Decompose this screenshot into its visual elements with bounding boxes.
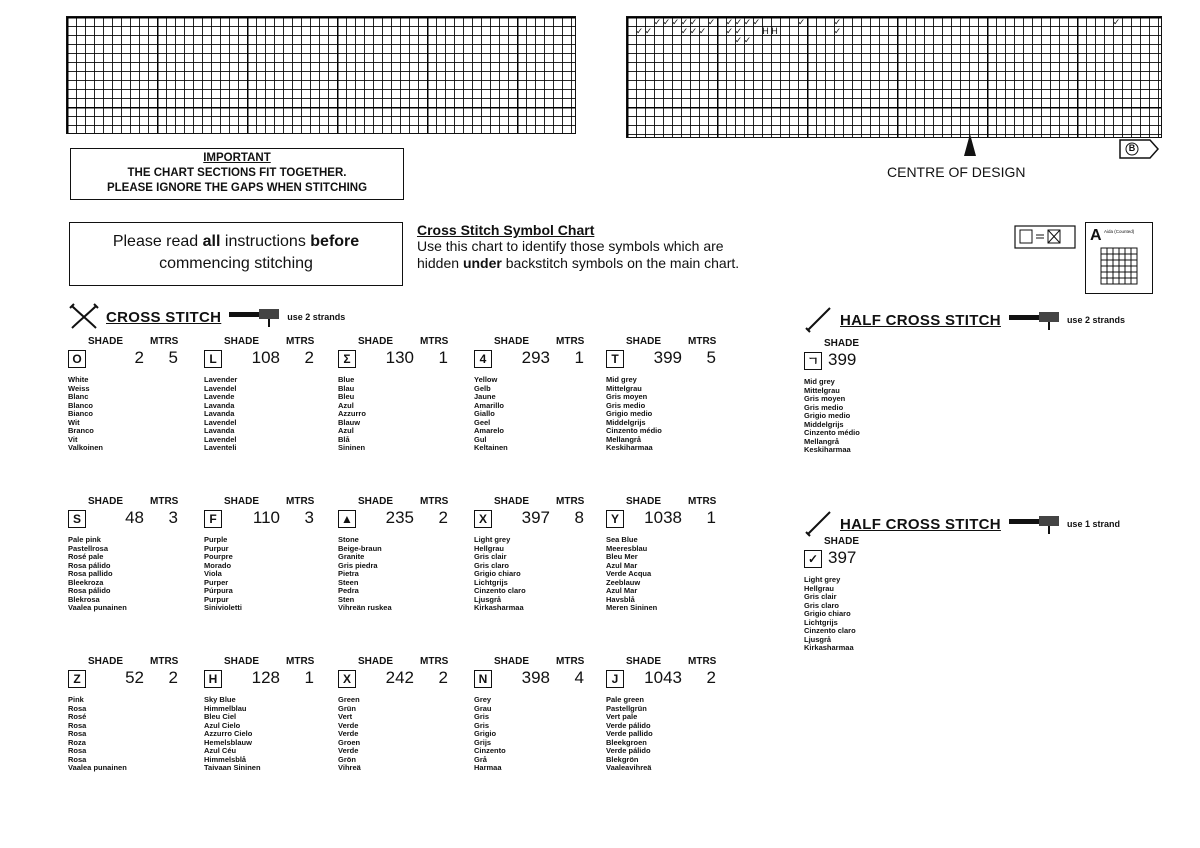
symbol-chart-line-2-pre: hidden bbox=[417, 255, 463, 271]
colour-name: Azul Cielo bbox=[204, 720, 241, 730]
colour-name: Verde bbox=[338, 729, 359, 738]
metres-value: 2 bbox=[168, 668, 178, 687]
shade-number: 128 bbox=[251, 668, 280, 687]
colour-name: Gris medio bbox=[804, 402, 844, 412]
colour-name: Mellangrå bbox=[606, 434, 642, 444]
colour-name: Gris piedra bbox=[338, 560, 378, 570]
colour-name: Grigio medio bbox=[606, 409, 653, 418]
symbol-chart-line-1: Use this chart to identify those symbols which are bbox=[417, 238, 724, 254]
colour-name: Viola bbox=[204, 569, 222, 578]
colour-name: Lavendel bbox=[204, 417, 237, 427]
colour-name: Purpur bbox=[204, 543, 229, 553]
colour-name: Gris bbox=[474, 720, 490, 730]
colour-name: Sky Blue bbox=[204, 695, 236, 704]
needle-thread-icon bbox=[227, 306, 281, 328]
metres-value: 3 bbox=[168, 508, 178, 527]
colour-name: Vert bbox=[338, 712, 353, 721]
symbol-chart-line-2-under: under bbox=[462, 255, 502, 271]
colour-name: Gris bbox=[474, 712, 490, 721]
colour-names bbox=[804, 378, 860, 455]
colour-names bbox=[204, 696, 261, 773]
colour-name: Grigio chiaro bbox=[804, 609, 851, 618]
colour-name: White bbox=[68, 375, 89, 384]
colour-name: Verde bbox=[338, 746, 359, 755]
mtrs-label: MTRS bbox=[556, 656, 585, 667]
colour-name: Vihreä bbox=[338, 763, 361, 772]
colour-name: Harmaa bbox=[474, 763, 502, 772]
colour-name: Vaalea punainen bbox=[68, 763, 127, 772]
colour-name: Mid grey bbox=[606, 375, 637, 384]
colour-name: Sininen bbox=[338, 443, 366, 452]
colour-name: Groen bbox=[338, 737, 361, 747]
metres-value: 1 bbox=[706, 508, 716, 527]
half-cross-2-strands: use 2 strands bbox=[1066, 315, 1125, 325]
chart-grid-left bbox=[66, 16, 576, 134]
stitch-symbol: L bbox=[204, 350, 222, 368]
mtrs-label: MTRS bbox=[556, 336, 585, 347]
colour-name: Vit bbox=[68, 434, 78, 444]
colour-name: Wit bbox=[68, 417, 80, 427]
shade-label: SHADE bbox=[824, 536, 860, 547]
shade-label: SHADE bbox=[88, 336, 124, 347]
shade-number: 235 bbox=[385, 508, 414, 527]
colour-name: Rosa pálido bbox=[68, 586, 111, 595]
needle-thread-icon bbox=[1007, 513, 1061, 535]
colour-name: Keskiharmaa bbox=[804, 445, 851, 454]
colour-name: Mittelgrau bbox=[804, 385, 840, 395]
colour-name: Meeresblau bbox=[606, 543, 648, 553]
colour-name: Blekgrön bbox=[606, 754, 639, 764]
shade-label: SHADE bbox=[358, 656, 394, 667]
shade-number: 108 bbox=[251, 348, 280, 367]
colour-name: Rosa bbox=[68, 746, 87, 755]
symbol-chart-title: Cross Stitch Symbol Chart bbox=[417, 222, 595, 238]
metres-value: 4 bbox=[574, 668, 584, 687]
colour-name: Gris moyen bbox=[804, 394, 846, 403]
shade-number: 130 bbox=[385, 348, 414, 367]
colour-name: Havsblå bbox=[606, 594, 635, 604]
colour-name: Sea Blue bbox=[606, 535, 638, 544]
colour-name: Rosé pale bbox=[68, 552, 104, 561]
colour-name: Giallo bbox=[474, 409, 495, 418]
colour-name: Rosa bbox=[68, 754, 87, 764]
colour-name: Gul bbox=[474, 434, 487, 444]
shade-label: SHADE bbox=[494, 336, 530, 347]
colour-name: Blekrosa bbox=[68, 594, 100, 604]
colour-name: Pourpre bbox=[204, 552, 233, 561]
shade-label: SHADE bbox=[824, 338, 860, 349]
stitch-symbol: 4 bbox=[474, 350, 492, 368]
colour-name: Weiss bbox=[68, 383, 90, 393]
colour-name: Azul Mar bbox=[606, 560, 638, 570]
colour-name: Kirkasharmaa bbox=[474, 603, 524, 612]
colour-name: Amarillo bbox=[474, 400, 505, 410]
colour-names bbox=[338, 376, 366, 453]
read-before: before bbox=[310, 233, 360, 250]
colour-name: Pietra bbox=[338, 569, 359, 578]
colour-name: Keskiharmaa bbox=[606, 443, 653, 452]
colour-names bbox=[606, 696, 653, 773]
mtrs-label: MTRS bbox=[688, 336, 717, 347]
mtrs-label: MTRS bbox=[420, 336, 449, 347]
shade-number: 399 bbox=[828, 350, 857, 369]
colour-name: Lavende bbox=[204, 392, 235, 401]
shade-number: 398 bbox=[521, 668, 550, 687]
colour-name: Gris medio bbox=[606, 400, 646, 410]
shade-number: 397 bbox=[828, 548, 857, 567]
colour-name: Verde pálido bbox=[606, 720, 651, 730]
metres-value: 2 bbox=[706, 668, 716, 687]
colour-name: Amarelo bbox=[474, 426, 505, 435]
read-post: commencing stitching bbox=[159, 255, 313, 272]
colour-name: Himmelblau bbox=[204, 703, 247, 713]
shade-label: SHADE bbox=[626, 496, 662, 507]
colour-name: Cinzento claro bbox=[474, 586, 526, 595]
metres-value: 2 bbox=[438, 668, 448, 687]
colour-name: Geel bbox=[474, 417, 491, 427]
colour-name: Mellangrå bbox=[804, 436, 840, 446]
shade-number: 48 bbox=[125, 508, 144, 527]
shade-number: 399 bbox=[653, 348, 682, 367]
colour-name: Rosa bbox=[68, 703, 87, 713]
colour-name: Bleu Ciel bbox=[204, 712, 237, 721]
stitch-symbol: ✓ bbox=[804, 550, 822, 568]
colour-name: Taivaan Sininen bbox=[204, 763, 261, 772]
colour-name: Valkoinen bbox=[68, 443, 104, 452]
shade-label: SHADE bbox=[494, 496, 530, 507]
colour-name: Gris moyen bbox=[606, 392, 648, 401]
cross-stitch-strands: use 2 strands bbox=[287, 312, 346, 322]
colour-name: Rosa pallido bbox=[68, 569, 113, 578]
half-cross-1-strands: use 1 strand bbox=[1066, 519, 1120, 529]
colour-name: Sinivioletti bbox=[204, 603, 242, 612]
colour-name: Hellgrau bbox=[474, 543, 505, 553]
colour-name: Vert pale bbox=[606, 712, 638, 721]
colour-name: Verde pálido bbox=[606, 746, 651, 755]
colour-names bbox=[68, 376, 103, 453]
mtrs-label: MTRS bbox=[286, 656, 315, 667]
metres-value: 1 bbox=[438, 348, 448, 367]
colour-name: Pedra bbox=[338, 586, 359, 595]
colour-name: Middelgrijs bbox=[804, 419, 844, 429]
colour-name: Ljusgrå bbox=[804, 634, 832, 644]
colour-name: Vaaleavihreä bbox=[606, 763, 652, 772]
shade-label: SHADE bbox=[88, 496, 124, 507]
colour-name: Cinzento claro bbox=[804, 626, 856, 635]
colour-name: Lichtgrijs bbox=[474, 577, 508, 587]
shade-number: 2 bbox=[134, 348, 144, 367]
colour-name: Purper bbox=[204, 577, 229, 587]
colour-name: Cinzento médio bbox=[606, 426, 662, 435]
shade-number: 1043 bbox=[644, 668, 682, 687]
colour-name: Grey bbox=[474, 695, 492, 704]
aida-letter: A bbox=[1090, 227, 1102, 244]
colour-name: Beige-braun bbox=[338, 543, 382, 553]
colour-name: Bleu bbox=[338, 392, 355, 401]
colour-name: Green bbox=[338, 695, 360, 704]
aida-fabric-box bbox=[1085, 222, 1153, 294]
important-title: IMPORTANT bbox=[203, 152, 271, 164]
shade-label: SHADE bbox=[88, 656, 124, 667]
cross-stitch-title: CROSS STITCH bbox=[106, 308, 222, 326]
half-cross-stitch-icon bbox=[804, 306, 834, 334]
shade-label: SHADE bbox=[224, 656, 260, 667]
colour-name: Pink bbox=[68, 695, 84, 704]
important-line-2: PLEASE IGNORE THE GAPS WHEN STITCHING bbox=[106, 182, 368, 194]
stitch-symbol: O bbox=[68, 350, 86, 368]
colour-name: Lavanda bbox=[204, 400, 235, 410]
colour-name: Verde bbox=[338, 720, 359, 730]
colour-name: Grön bbox=[338, 754, 356, 764]
colour-name: Stone bbox=[338, 535, 359, 544]
mtrs-label: MTRS bbox=[150, 656, 179, 667]
mtrs-label: MTRS bbox=[150, 336, 179, 347]
half-cross-2-header bbox=[804, 306, 1125, 334]
colour-names bbox=[338, 536, 392, 613]
colour-name: Morado bbox=[204, 560, 232, 570]
colour-name: Azul Céu bbox=[204, 746, 237, 755]
colour-name: Ljusgrå bbox=[474, 594, 502, 604]
colour-name: Rosa bbox=[68, 729, 87, 738]
stitch-symbol: X bbox=[474, 510, 492, 528]
colour-name: Blanc bbox=[68, 392, 89, 401]
colour-name: Blå bbox=[338, 434, 350, 444]
centre-of-design-label: CENTRE OF DESIGN bbox=[887, 164, 1026, 180]
stitch-symbol: ▲ bbox=[338, 510, 356, 528]
colour-name: Lavender bbox=[204, 375, 238, 384]
colour-name: Gris clair bbox=[804, 592, 837, 601]
colour-name: Vaalea punainen bbox=[68, 603, 127, 612]
metres-value: 1 bbox=[304, 668, 314, 687]
colour-name: Verde Acqua bbox=[606, 569, 652, 578]
colour-name: Middelgrijs bbox=[606, 417, 646, 427]
colour-names bbox=[606, 376, 662, 453]
cross-stitch-icon bbox=[68, 302, 100, 332]
important-notice bbox=[70, 148, 404, 200]
metres-value: 3 bbox=[304, 508, 314, 527]
colour-name: Keltainen bbox=[474, 443, 508, 452]
colour-name: Blanco bbox=[68, 400, 94, 410]
aida-caption: Aida (Counted) bbox=[1104, 229, 1135, 234]
shade-number: 397 bbox=[521, 508, 550, 527]
colour-name: Light grey bbox=[804, 575, 841, 584]
colour-name: Roza bbox=[68, 737, 86, 747]
colour-name: Gris claro bbox=[804, 600, 840, 610]
stitch-symbol: ㄱ bbox=[804, 352, 822, 370]
shade-label: SHADE bbox=[358, 336, 394, 347]
colour-name: Branco bbox=[68, 426, 94, 435]
colour-name: Grigio chiaro bbox=[474, 569, 521, 578]
mtrs-label: MTRS bbox=[420, 656, 449, 667]
colour-name: Pastellrosa bbox=[68, 543, 109, 553]
colour-name: Rosé bbox=[68, 712, 87, 721]
colour-name: Lavendel bbox=[204, 383, 237, 393]
shade-label: SHADE bbox=[224, 496, 260, 507]
stitch-symbol: J bbox=[606, 670, 624, 688]
colour-name: Blau bbox=[338, 383, 355, 393]
shade-label: SHADE bbox=[358, 496, 394, 507]
stitch-symbol: X bbox=[338, 670, 356, 688]
colour-name: Mittelgrau bbox=[606, 383, 642, 393]
colour-name: Himmelsblå bbox=[204, 754, 247, 764]
colour-name: Mid grey bbox=[804, 377, 835, 386]
colour-names bbox=[68, 536, 127, 613]
colour-name: Laventeli bbox=[204, 443, 237, 452]
shade-number: 1038 bbox=[644, 508, 682, 527]
colour-name: Zeeblauw bbox=[606, 577, 641, 587]
half-cross-1-title: HALF CROSS STITCH bbox=[840, 515, 1001, 533]
shade-number: 110 bbox=[252, 508, 280, 527]
colour-names bbox=[474, 696, 506, 773]
section-b-letter: B bbox=[1128, 143, 1136, 153]
mtrs-label: MTRS bbox=[688, 496, 717, 507]
colour-name: Azul Mar bbox=[606, 586, 638, 595]
metres-value: 8 bbox=[574, 508, 584, 527]
stitch-symbol: Σ bbox=[338, 350, 356, 368]
mtrs-label: MTRS bbox=[420, 496, 449, 507]
colour-name: Gris claro bbox=[474, 560, 510, 570]
mtrs-label: MTRS bbox=[286, 336, 315, 347]
mtrs-label: MTRS bbox=[150, 496, 179, 507]
stitch-symbol: S bbox=[68, 510, 86, 528]
colour-names bbox=[338, 696, 361, 773]
colour-names bbox=[68, 696, 127, 773]
colour-name: Verde pallido bbox=[606, 729, 653, 738]
colour-name: Meren Sininen bbox=[606, 603, 658, 612]
shade-number: 52 bbox=[125, 668, 144, 687]
shade-label: SHADE bbox=[626, 656, 662, 667]
stitch-symbol: Y bbox=[606, 510, 624, 528]
colour-name: Purple bbox=[204, 535, 228, 544]
metres-value: 1 bbox=[574, 348, 584, 367]
read-instructions-box bbox=[69, 222, 403, 286]
colour-name: Cinzento bbox=[474, 746, 506, 755]
colour-name: Azzurro Cielo bbox=[204, 729, 253, 738]
colour-names bbox=[804, 576, 856, 653]
colour-name: Hemelsblauw bbox=[204, 737, 252, 747]
aida-weave-icon bbox=[1100, 247, 1138, 285]
shade-label: SHADE bbox=[494, 656, 530, 667]
metres-value: 2 bbox=[304, 348, 314, 367]
symbol-equals-icon bbox=[1014, 225, 1076, 249]
half-cross-2-title: HALF CROSS STITCH bbox=[840, 311, 1001, 329]
colour-name: Blauw bbox=[338, 417, 361, 427]
colour-name: Granite bbox=[338, 552, 365, 561]
half-cross-1-header bbox=[804, 510, 1120, 538]
mtrs-label: MTRS bbox=[688, 656, 717, 667]
colour-name: Azul bbox=[338, 426, 354, 435]
important-line-1: THE CHART SECTIONS FIT TOGETHER. bbox=[127, 167, 347, 179]
colour-name: Kirkasharmaa bbox=[804, 643, 854, 652]
metres-value: 2 bbox=[438, 508, 448, 527]
colour-name: Purpur bbox=[204, 594, 229, 604]
colour-name: Lavanda bbox=[204, 426, 235, 435]
colour-name: Azzurro bbox=[338, 409, 366, 418]
read-mid: instructions bbox=[220, 233, 311, 250]
stitch-symbol: T bbox=[606, 350, 624, 368]
colour-name: Bleekgroen bbox=[606, 737, 647, 747]
colour-names bbox=[204, 536, 242, 613]
colour-name: Rosa bbox=[68, 720, 87, 730]
metres-value: 5 bbox=[706, 348, 716, 367]
colour-name: Lichtgrijs bbox=[804, 617, 838, 627]
colour-name: Cinzento médio bbox=[804, 428, 860, 437]
colour-name: Vihreän ruskea bbox=[338, 603, 392, 612]
colour-name: Hellgrau bbox=[804, 583, 835, 593]
colour-name: Azul bbox=[338, 400, 354, 410]
colour-name: Bleekroza bbox=[68, 577, 104, 587]
stitch-symbol: Z bbox=[68, 670, 86, 688]
mtrs-label: MTRS bbox=[286, 496, 315, 507]
mtrs-label: MTRS bbox=[556, 496, 585, 507]
shade-label: SHADE bbox=[224, 336, 260, 347]
colour-name: Blue bbox=[338, 375, 355, 384]
colour-name: Grigio bbox=[474, 729, 497, 738]
colour-names bbox=[606, 536, 657, 613]
colour-name: Bleu Mer bbox=[606, 552, 638, 561]
stitch-symbol: N bbox=[474, 670, 492, 688]
shade-label: SHADE bbox=[626, 336, 662, 347]
colour-name: Lavanda bbox=[204, 409, 235, 418]
colour-name: Gelb bbox=[474, 383, 491, 393]
metres-value: 5 bbox=[168, 348, 178, 367]
shade-number: 293 bbox=[521, 348, 550, 367]
colour-name: Grå bbox=[474, 754, 487, 764]
colour-name: Rosa pálido bbox=[68, 560, 111, 570]
colour-names bbox=[204, 376, 237, 453]
colour-name: Grau bbox=[474, 703, 492, 713]
section-b-marker-icon bbox=[1118, 138, 1160, 160]
colour-name: Grijs bbox=[474, 737, 492, 747]
centre-arrow-icon bbox=[960, 134, 980, 158]
colour-name: Pale green bbox=[606, 695, 644, 704]
colour-name: Jaune bbox=[474, 392, 496, 401]
read-all: all bbox=[202, 233, 221, 250]
colour-name: Gris clair bbox=[474, 552, 507, 561]
stitch-symbol: H bbox=[204, 670, 222, 688]
colour-name: Grün bbox=[338, 703, 356, 713]
needle-thread-icon bbox=[1007, 309, 1061, 331]
colour-name: Pastellgrün bbox=[606, 703, 647, 713]
symbol-chart-intro bbox=[417, 222, 887, 272]
half-cross-stitch-icon bbox=[804, 510, 834, 538]
colour-names bbox=[474, 536, 526, 613]
shade-number: 242 bbox=[385, 668, 414, 687]
colour-name: Pale pink bbox=[68, 535, 101, 544]
colour-name: Bianco bbox=[68, 409, 94, 418]
cross-stitch-header bbox=[68, 302, 345, 332]
colour-name: Light grey bbox=[474, 535, 511, 544]
colour-name: Grigio medio bbox=[804, 411, 851, 420]
colour-name: Lavendel bbox=[204, 434, 237, 444]
colour-name: Púrpura bbox=[204, 586, 233, 595]
symbol-chart-line-2-post: backstitch symbols on the main chart. bbox=[501, 255, 740, 271]
colour-name: Sten bbox=[338, 594, 355, 604]
colour-name: Steen bbox=[338, 577, 359, 587]
colour-name: Yellow bbox=[474, 375, 498, 384]
read-pre: Please read bbox=[112, 233, 203, 250]
colour-names bbox=[474, 376, 508, 453]
stitch-symbol: F bbox=[204, 510, 222, 528]
